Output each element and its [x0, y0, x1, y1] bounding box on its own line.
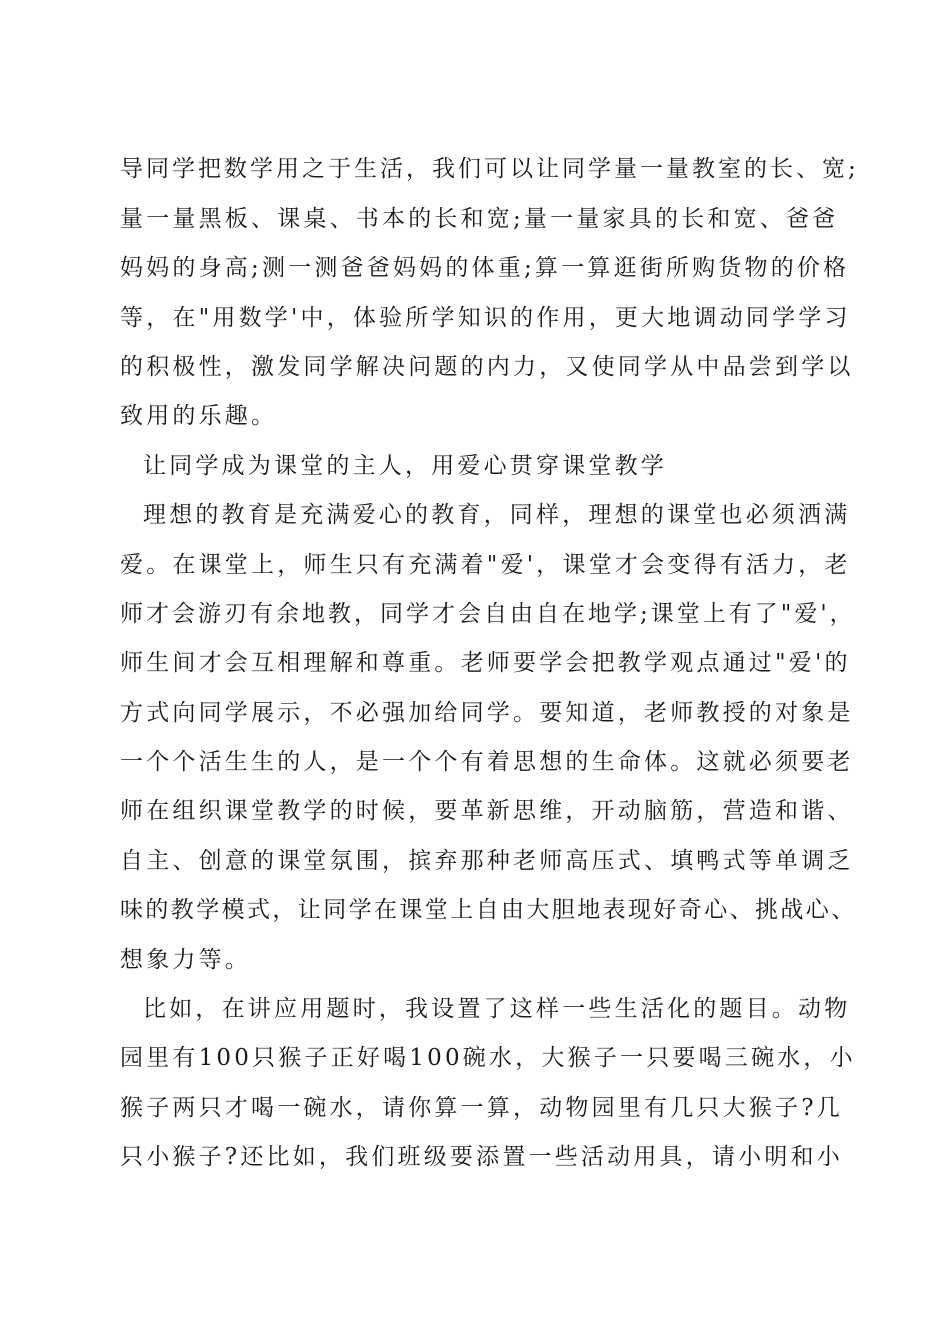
text-line: 爱。在课堂上，师生只有充满着"爱'，课堂才会变得有活力，老 [120, 552, 851, 578]
text-line: 味的教学模式，让同学在课堂上自由大胆地表现好奇心、挑战心、 [120, 897, 857, 923]
text-line: 量一量黑板、课桌、书本的长和宽;量一量家具的长和宽、爸爸 [120, 206, 839, 232]
text-line: 一个个活生生的人，是一个个有着思想的生命体。这就必须要老 [120, 749, 854, 775]
text-line: 猴子两只才喝一碗水，请你算一算，动物园里有几只大猴子?几 [120, 1095, 843, 1121]
text-line: 师才会游刃有余地教，同学才会自由自在地学;课堂上有了"爱'， [120, 601, 856, 627]
section-heading: 让同学成为课堂的主人，用爱心贯穿课堂教学 [143, 453, 667, 479]
text-line: 理想的教育是充满爱心的教育，同样，理想的课堂也必须洒满 [143, 502, 851, 528]
text-line: 园里有100只猴子正好喝100碗水，大猴子一只要喝三碗水，小 [120, 1045, 856, 1071]
text-line: 比如，在讲应用题时，我设置了这样一些生活化的题目。动物 [143, 996, 851, 1022]
text-line: 致用的乐趣。 [120, 403, 278, 429]
text-line: 等，在"用数学'中，体验所学知识的作用，更大地调动同学学习 [120, 305, 851, 331]
text-line: 导同学把数学用之于生活，我们可以让同学量一量教室的长、宽; [120, 156, 859, 182]
text-line: 妈妈的身高;测一测爸爸妈妈的体重;算一算逛街所购货物的价格 [120, 255, 850, 281]
text-line: 只小猴子?还比如，我们班级要添置一些活动用具，请小明和小 [120, 1144, 843, 1170]
text-line: 师生间才会互相理解和尊重。老师要学会把教学观点通过"爱'的 [120, 650, 851, 676]
text-line: 自主、创意的课堂氛围，摈弃那种老师高压式、填鸭式等单调乏 [120, 848, 854, 874]
text-line: 想象力等。 [120, 947, 251, 973]
text-line: 方式向同学展示，不必强加给同学。要知道，老师教授的对象是 [120, 700, 854, 726]
text-line: 的积极性，激发同学解决问题的内力，又使同学从中品尝到学以 [120, 354, 854, 380]
text-line: 师在组织课堂教学的时候，要革新思维，开动脑筋，营造和谐、 [120, 798, 854, 824]
